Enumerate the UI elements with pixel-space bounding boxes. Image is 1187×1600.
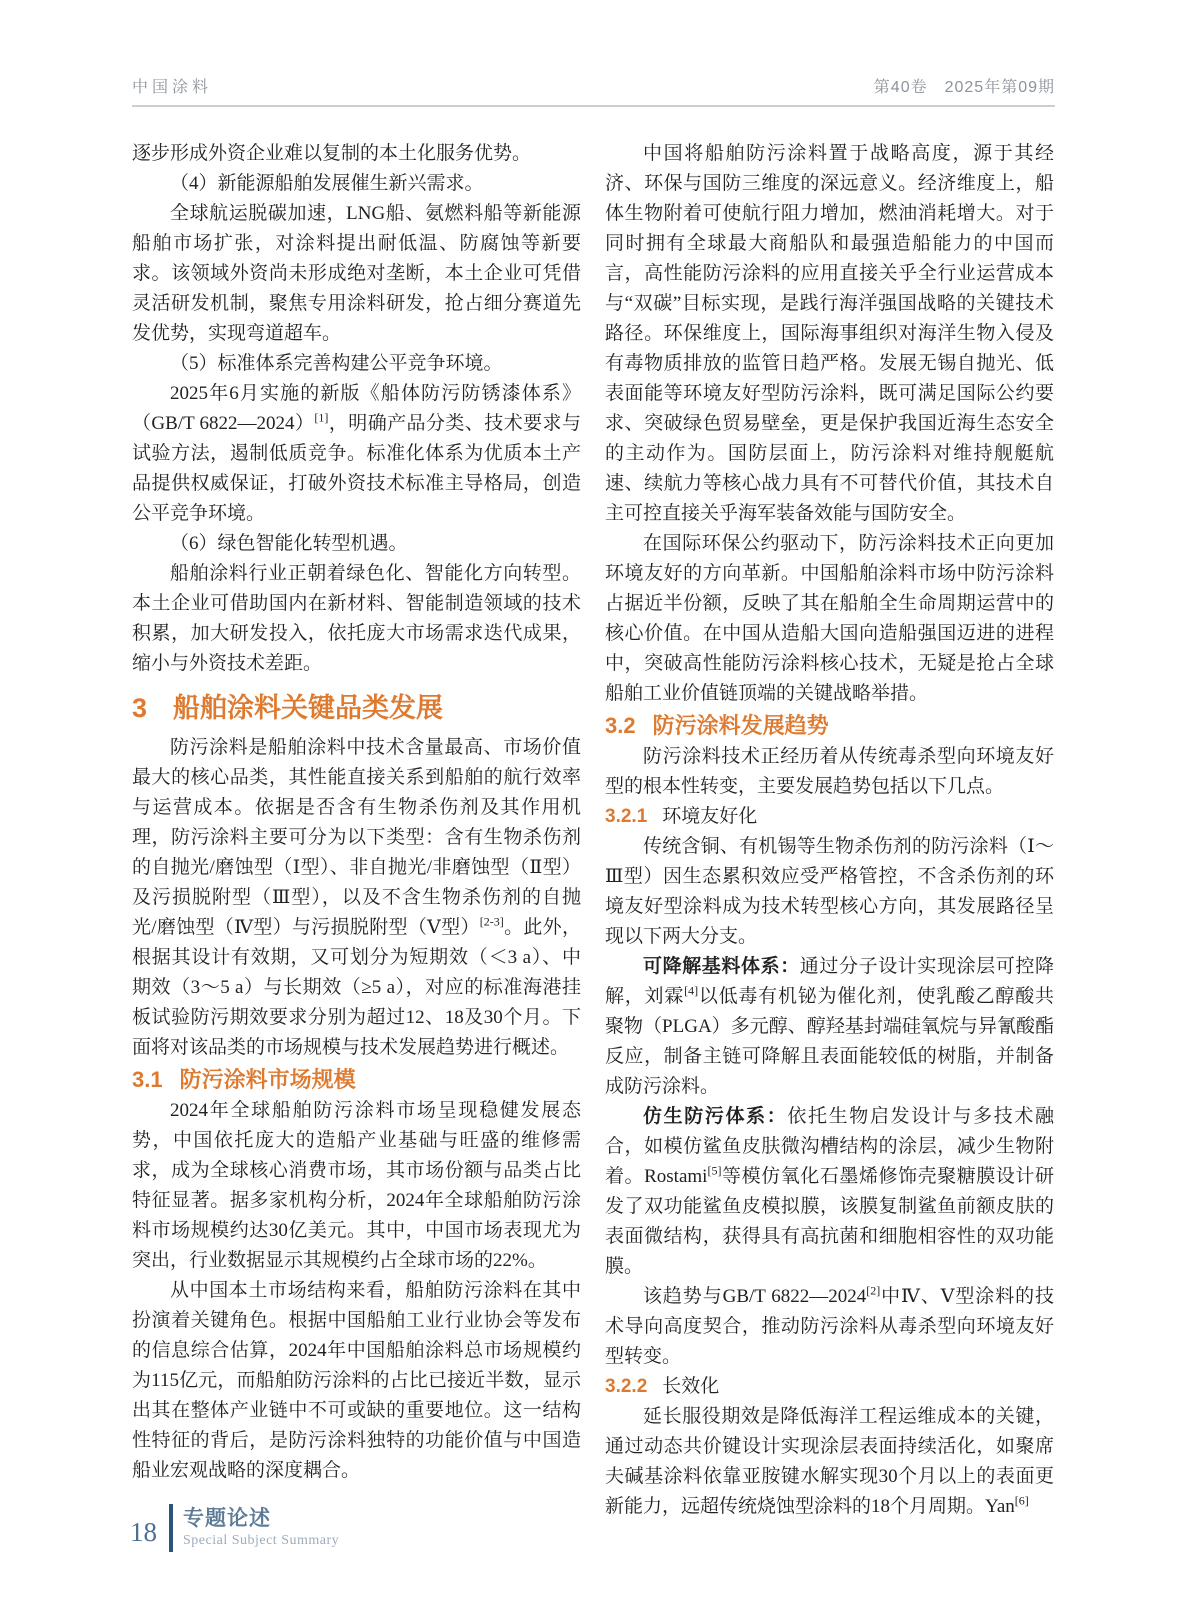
paragraph <box>132 1096 581 1276</box>
heading-number: 3.2.1 <box>605 806 648 827</box>
footer-titles <box>183 1506 339 1550</box>
text-run: （5）标准体系完善构建公平竞争环境。 <box>170 353 503 374</box>
text-run: 通过分子设计实现涂层可控降解，刘霖 <box>605 956 1054 1007</box>
text-run: 逐步形成外资企业难以复制的本土化服务优势。 <box>132 143 532 164</box>
subsubsection-heading <box>605 1372 1054 1402</box>
citation-ref: [4] <box>684 983 699 998</box>
text-run: ，明确产品分类、技术要求与试验方法，遏制低质竞争。标准化体系为优质本土产品提供权威保证，打破外资技术标准主导格局，创造公平竞争环境。 <box>132 413 581 524</box>
paragraph <box>605 742 1054 802</box>
page-header <box>132 74 1055 107</box>
footer-divider <box>169 1504 173 1552</box>
heading-number: 3 <box>132 693 148 723</box>
article-body <box>132 139 1055 1522</box>
text-run: 从中国本土市场结构来看，船舶防污涂料在其中扮演着关键角色。根据中国船舶工业行业协会等发布的信息综合估算，2024年中国船舶涂料总市场规模约为115亿元，而船舶防污涂料的占比已接近半数，显示出其在整体产业链中不可或缺的重要地位。这一结构性特征的背后，是防污涂料独特的功能价值与中国造船业宏观战略的深度耦合。 <box>132 1280 581 1481</box>
text-run: 全球航运脱碳加速，LNG船、氨燃料船等新能源船舶市场扩张，对涂料提出耐低温、防腐蚀等新要求。该领域外资尚未形成绝对垄断，本土企业可凭借灵活研发机制，聚焦专用涂料研发，抢占细分赛道先发优势，实现弯道超车。 <box>132 203 581 344</box>
heading-title: 船舶涂料关键品类发展 <box>173 693 444 723</box>
text-run: 依托生物启发设计与多技术融合，如模仿鲨鱼皮肤微沟槽结构的涂层，减少生物附着。Rostami <box>605 1106 1054 1187</box>
text-run: 防污涂料是船舶涂料中技术含量最高、市场价值最大的核心品类，其性能直接关系到船舶的航行效率与运营成本。依据是否含有生物杀伤剂及其作用机理，防污涂料主要可分为以下类型：含有生物杀伤剂的自抛光/磨蚀型（Ⅰ型）、非自抛光/非磨蚀型（Ⅱ型）及污损脱附型（Ⅲ型），以及不含生物杀伤剂的自抛光/磨蚀型（Ⅳ型）与污损脱附型（Ⅴ型） <box>132 737 581 938</box>
heading-number: 3.2 <box>605 713 636 738</box>
text-run: 2024年全球船舶防污涂料市场呈现稳健发展态势，中国依托庞大的造船产业基础与旺盛的维修需求，成为全球核心消费市场，其市场份额与品类占比特征显著。据多家机构分析，2024年全球船舶防污涂料市场规模约达30亿美元。其中，中国市场表现尤为突出，行业数据显示其规模约占全球市场的22%。 <box>132 1100 581 1271</box>
paragraph <box>605 139 1054 529</box>
subsection-heading <box>605 710 1054 741</box>
text-run: 等模仿氧化石墨烯修饰壳聚糖膜设计研发了双功能鲨鱼皮模拟膜，该膜复制鲨鱼前额皮肤的表面微结构，获得具有高抗菌和细胞相容性的双功能膜。 <box>605 1166 1054 1277</box>
text-run: 2025年6月实施的新版《船体防污防锈漆体系》（GB/T 6822—2024） <box>132 383 581 434</box>
heading-title: 环境友好化 <box>662 806 758 827</box>
text-run: 防污涂料技术正经历着从传统毒杀型向环境友好型的根本性转变，主要发展趋势包括以下几点。 <box>605 746 1054 797</box>
footer-column-title: 专题论述 <box>183 1507 271 1530</box>
paragraph <box>132 529 581 559</box>
text-run: 传统含铜、有机锡等生物杀伤剂的防污涂料（Ⅰ～Ⅲ型）因生态累积效应受严格管控，不含杀伤剂的环境友好型涂料成为技术转型核心方向，其发展路径呈现以下两大分支。 <box>605 836 1054 947</box>
heading-title: 防污涂料市场规模 <box>179 1067 356 1092</box>
paragraph <box>132 169 581 199</box>
footer-column-subtitle: Special Subject Summary <box>183 1533 340 1548</box>
paragraph <box>132 199 581 349</box>
text-run: 在国际环保公约驱动下，防污涂料技术正向更加环境友好的方向革新。中国船舶涂料市场中防污涂料占据近半份额，反映了其在船舶全生命周期运营中的核心价值。在中国从造船大国向造船强国迈进的进程中，突破高性能防污涂料核心技术，无疑是抢占全球船舶工业价值链顶端的关键战略举措。 <box>605 533 1054 704</box>
column-right <box>605 139 1054 1522</box>
heading-number: 3.1 <box>132 1067 163 1092</box>
text-run: （4）新能源船舶发展催生新兴需求。 <box>170 173 484 194</box>
heading-title: 防污涂料发展趋势 <box>652 713 829 738</box>
paragraph <box>605 529 1054 709</box>
paragraph <box>132 733 581 1063</box>
subsubsection-heading <box>605 802 1054 832</box>
paragraph <box>605 1282 1054 1372</box>
column-left <box>132 139 581 1522</box>
paragraph <box>605 832 1054 952</box>
paragraph <box>132 139 581 169</box>
bold-lead: 可降解基料体系： <box>643 956 800 977</box>
citation-ref: [1] <box>314 410 329 425</box>
text-run: 。此外，根据其设计有效期，又可划分为短期效（＜3 a）、中期效（3～5 a）与长期效（≥5 a），对应的标准海港挂板试验防污期效要求分别为超过12、18及30个月。下面将对该品类的市场规模与技术发展趋势进行概述。 <box>132 917 581 1058</box>
journal-title: 中国涂料 <box>132 79 213 96</box>
paragraph <box>605 1102 1054 1282</box>
paragraph <box>605 1402 1054 1522</box>
subsection-heading <box>132 1064 581 1095</box>
paragraph <box>132 559 581 679</box>
text-run: 中Ⅳ、Ⅴ型涂料的技术导向高度契合，推动防污涂料从毒杀型向环境友好型转变。 <box>605 1286 1055 1367</box>
paragraph <box>605 952 1054 1102</box>
text-run: （6）绿色智能化转型机遇。 <box>170 533 408 554</box>
heading-title: 长效化 <box>662 1376 720 1397</box>
text-run: 该趋势与GB/T 6822—2024 <box>643 1286 867 1307</box>
citation-ref: [6] <box>1014 1493 1029 1508</box>
citation-ref: [2-3] <box>479 914 504 929</box>
issue-info: 第40卷 2025年第09期 <box>873 79 1055 96</box>
citation-ref: [2] <box>866 1283 881 1298</box>
paragraph <box>132 379 581 529</box>
text-run: 延长服役期效是降低海洋工程运维成本的关键，通过动态共价键设计实现涂层表面持续活化，如聚席夫碱基涂料依靠亚胺键水解实现30个月以上的表面更新能力，远超传统烧蚀型涂料的18个月周期。Yan <box>605 1406 1054 1517</box>
paragraph <box>132 1276 581 1486</box>
citation-ref: [5] <box>707 1163 722 1178</box>
page-number: 18 <box>130 1516 157 1547</box>
text-run: 中国将船舶防污涂料置于战略高度，源于其经济、环保与国防三维度的深远意义。经济维度上，船体生物附着可使航行阻力增加，燃油消耗增大。对于同时拥有全球最大商船队和最强造船能力的中国而言，高性能防污涂料的应用直接关乎全行业运营成本与“双碳”目标实现，是践行海洋强国战略的关键技术路径。环保维度上，国际海事组织对海洋生物入侵及有毒物质排放的监管日趋严格。发展无锡自抛光、低表面能等环境友好型防污涂料，既可满足国际公约要求、突破绿色贸易壁垒，更是保护我国近海生态安全的主动作为。国防层面上，防污涂料对维持舰艇航速、续航力等核心战力具有不可替代价值，其技术自主可控直接关乎海军装备效能与国防安全。 <box>605 143 1054 524</box>
section-heading <box>132 691 581 725</box>
text-run: 以低毒有机铋为催化剂，使乳酸乙醇酸共聚物（PLGA）多元醇、醇羟基封端硅氧烷与异氰酸酯反应，制备主链可降解且表面能较低的树脂，并制备成防污涂料。 <box>605 986 1054 1097</box>
page-footer <box>130 1504 339 1552</box>
paragraph <box>132 349 581 379</box>
bold-lead: 仿生防污体系： <box>643 1106 788 1127</box>
heading-number: 3.2.2 <box>605 1376 648 1397</box>
text-run: 船舶涂料行业正朝着绿色化、智能化方向转型。本土企业可借助国内在新材料、智能制造领域的技术积累，加大研发投入，依托庞大市场需求迭代成果，缩小与外资技术差距。 <box>132 563 581 674</box>
